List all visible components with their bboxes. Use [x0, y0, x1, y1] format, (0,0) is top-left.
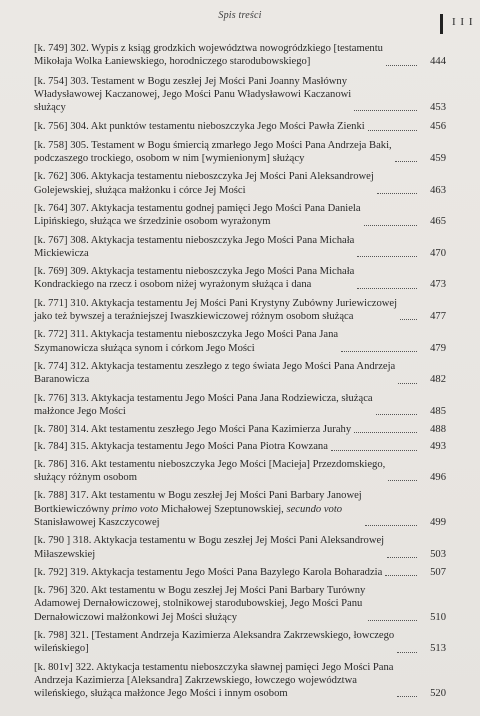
toc-entry [34, 566, 446, 579]
toc-entry-page: 503 [430, 548, 446, 560]
toc-entry-page: 456 [430, 121, 446, 133]
toc-entry-title [34, 265, 354, 292]
toc-entry-page: 470 [430, 247, 446, 259]
dot-leader [357, 255, 417, 257]
toc-entry-line: wileńskiego] [34, 643, 89, 655]
toc-entry-page: 496 [430, 472, 446, 484]
toc-entry-title [34, 392, 373, 419]
toc-entry-page: 510 [430, 611, 446, 623]
toc-entry-page: 477 [430, 311, 446, 323]
toc-entry-title [34, 566, 382, 579]
toc-entry-line: Bortkiewiczówny primo voto Michałowej Szeptunowskiej, secundo voto [34, 503, 343, 515]
toc-entry-line: Baranowicza [34, 374, 90, 386]
toc-entry-line: Mickiewicza [34, 247, 89, 259]
toc-entry-title [34, 584, 365, 624]
toc-entry-title [34, 139, 392, 166]
running-title: Spis treści [218, 10, 262, 21]
toc-entry-title [34, 328, 338, 355]
toc-entry-title [34, 120, 365, 133]
toc-entry-title [34, 297, 397, 324]
toc-entry-line: Dernałowiczowi małżonkowi Jej Mości służący [34, 611, 237, 623]
toc-entry-line: służący różnym osobom [34, 472, 137, 484]
toc-entry-title [34, 440, 328, 453]
toc-entry-page: 499 [430, 516, 446, 528]
toc-entry [34, 42, 446, 69]
dot-leader [341, 350, 417, 352]
toc-entry-page: 444 [430, 56, 446, 68]
table-of-contents [34, 42, 446, 705]
dot-leader [364, 224, 417, 226]
toc-entry-title [34, 489, 362, 529]
toc-entry [34, 661, 446, 701]
toc-entry [34, 392, 446, 419]
toc-entry-page: 479 [430, 342, 446, 354]
dot-leader [368, 619, 417, 621]
toc-entry-page: 473 [430, 279, 446, 291]
page-number: I I I [452, 16, 474, 28]
toc-entry-line: służący [34, 102, 66, 114]
toc-entry-line: Lipińskiego, służąca we śrzedzinie osobom wyrażonym [34, 216, 271, 228]
toc-entry-line: Miłaszewskiej [34, 548, 96, 560]
toc-entry [34, 489, 446, 529]
toc-entry-line: jako też bywszej a teraźniejszej Iwaszkiewiczowej różnym osobom służąca [34, 311, 354, 323]
toc-entry-page: 513 [430, 643, 446, 655]
toc-entry-page: 453 [430, 102, 446, 114]
dot-leader [357, 287, 417, 289]
section-marker [440, 14, 443, 34]
toc-entry-title [34, 423, 351, 436]
toc-entry-line: Golejewskiej, służąca małżonku i córce Jej Mości [34, 184, 246, 196]
dot-leader [385, 574, 417, 576]
dot-leader [387, 556, 417, 558]
toc-entry-line: [k. 776] 313. Aktykacja testamentu Jego Mości Pana Jana Rodziewicza, służąca [34, 392, 373, 404]
toc-entry [34, 360, 446, 387]
dot-leader [400, 318, 417, 320]
toc-entry-title [34, 629, 394, 656]
toc-entry [34, 139, 446, 166]
toc-entry-line: [k. 796] 320. Akt testamentu w Bogu zeszłej Jej Mości Pani Barbary Turówny [34, 585, 366, 597]
toc-entry-title [34, 458, 385, 485]
dot-leader [376, 413, 417, 415]
toc-entry-line: [k. 764] 307. Aktykacja testamentu godnej pamięci Jego Mości Pana Daniela [34, 202, 361, 214]
dot-leader [386, 64, 417, 66]
toc-entry-line: [k. 790 ] 318. Aktykacja testamentu w Bogu zeszłej Jej Mości Pani Aleksandrowej [34, 535, 385, 547]
toc-entry-line: [k. 788] 317. Akt testamentu w Bogu zeszłej Jej Mości Pani Barbary Janowej [34, 490, 362, 502]
toc-entry [34, 170, 446, 197]
toc-entry-title [34, 534, 384, 561]
toc-entry-line: podczaszego trockiego, osobom w nim [wymienionym] służący [34, 153, 305, 165]
dot-leader [377, 192, 417, 194]
dot-leader [354, 431, 417, 433]
toc-entry-title [34, 360, 395, 387]
toc-entry-page: 465 [430, 216, 446, 228]
toc-entry-line: [k. 749] 302. Wypis z ksiąg grodzkich województwa nowogródzkiego [testamentu [34, 43, 383, 54]
toc-entry [34, 629, 446, 656]
toc-entry-line: [k. 774] 312. Aktykacja testamentu zeszłego z tego świata Jego Mości Pana Andrzeja [34, 360, 396, 372]
toc-entry-line: [k. 767] 308. Aktykacja testamentu nieboszczyka Jego Mości Pana Michała [34, 234, 355, 246]
toc-entry [34, 120, 446, 133]
toc-entry [34, 75, 446, 115]
toc-entry-page: 507 [430, 566, 446, 578]
toc-entry [34, 328, 446, 355]
toc-entry [34, 297, 446, 324]
toc-entry-page: 482 [430, 374, 446, 386]
toc-entry-line: małżonce Jego Mości [34, 405, 126, 417]
toc-entry-line: [k. 780] 314. Akt testamentu zeszłego Jego Mości Pana Kazimierza Jurahy [34, 424, 352, 436]
toc-entry [34, 458, 446, 485]
toc-entry-line: Kondrackiego na rzecz i osobom niżej wyrażonym służąca i dana [34, 279, 312, 291]
toc-entry-line: [k. 754] 303. Testament w Bogu zeszłej Jej Mości Pani Joanny Masłówny [34, 75, 348, 87]
toc-entry [34, 265, 446, 292]
toc-entry-line: wileńskiego, służąca małżonce Jego Mości i innym osobom [34, 688, 288, 700]
toc-entry-line: [k. 784] 315. Aktykacja testamentu Jego Mości Pana Piotra Kowzana [34, 441, 328, 453]
toc-entry-page: 459 [430, 153, 446, 165]
dot-leader [331, 449, 417, 451]
toc-entry-title [34, 42, 383, 69]
toc-entry-line: [k. 786] 316. Akt testamentu nieboszczyka Jego Mości [Macieja] Przezdomskiego, [34, 458, 386, 470]
toc-entry [34, 423, 446, 436]
toc-entry-line: [k. 771] 310. Aktykacja testamentu Jej Mości Pani Krystyny Zubówny Juriewiczowej [34, 297, 398, 309]
toc-entry-line: [k. 769] 309. Aktykacja testamentu nieboszczyka Jego Mości Pana Michała [34, 266, 355, 278]
toc-entry [34, 202, 446, 229]
dot-leader [368, 129, 417, 131]
toc-entry-page: 463 [430, 184, 446, 196]
dot-leader [388, 479, 417, 481]
toc-entry-line: Stanisławowej Kaszczycowej [34, 516, 160, 528]
dot-leader [365, 524, 417, 526]
dot-leader [397, 651, 417, 653]
dot-leader [354, 109, 417, 111]
toc-entry-page: 488 [430, 424, 446, 436]
toc-entry [34, 534, 446, 561]
toc-entry-line: [k. 758] 305. Testament w Bogu śmiercią zmarłego Jego Mości Pana Andrzeja Baki, [34, 139, 392, 151]
toc-entry-line: [k. 756] 304. Akt punktów testamentu nieboszczyka Jego Mości Pawła Zienki [34, 121, 365, 133]
toc-entry [34, 440, 446, 453]
toc-entry-title [34, 202, 361, 229]
toc-entry-title [34, 170, 374, 197]
toc-entry [34, 584, 446, 624]
dot-leader [395, 160, 417, 162]
toc-entry-title [34, 234, 354, 261]
toc-entry-line: [k. 792] 319. Aktykacja testamentu Jego Mości Pana Bazylego Karola Boharadzia [34, 566, 383, 578]
toc-entry-page: 485 [430, 405, 446, 417]
toc-entry-title [34, 75, 351, 115]
toc-entry-line: Szymanowicza służąca synom i córkom Jego Mości [34, 342, 255, 354]
toc-entry-line: Adamowej Dernałowiczowej, stolnikowej starodubowskiej, Jego Mości Panu [34, 598, 363, 610]
toc-entry-page: 493 [430, 441, 446, 453]
toc-entry-line: Andrzeja Kazimierza [Aleksandra] Zakrzewskiego, łowczego województwa [34, 674, 357, 686]
toc-entry-line: Władysławowej Kaczanowej, Jego Mości Panu Władysławowi Kaczanowi [34, 88, 352, 100]
toc-entry-line: [k. 772] 311. Aktykacja testamentu nieboszczyka Jego Mości Pana Jana [34, 329, 339, 341]
dot-leader [398, 382, 417, 384]
toc-entry-line: [k. 801v] 322. Aktykacja testamentu nieboszczyka sławnej pamięci Jego Mości Pana [34, 661, 394, 673]
toc-entry-line: [k. 762] 306. Aktykacja testamentu nieboszczyka Jej Mości Pani Aleksandrowej [34, 171, 374, 183]
dot-leader [397, 695, 418, 697]
toc-entry-line: [k. 798] 321. [Testament Andrzeja Kazimierza Aleksandra Zakrzewskiego, łowczego [34, 629, 395, 641]
toc-entry-title [34, 661, 394, 701]
toc-entry-line: Mikołaja Wolka Łaniewskiego, horodniczego starodubowskiego] [34, 56, 311, 68]
toc-entry-page: 520 [430, 688, 446, 700]
toc-entry [34, 234, 446, 261]
